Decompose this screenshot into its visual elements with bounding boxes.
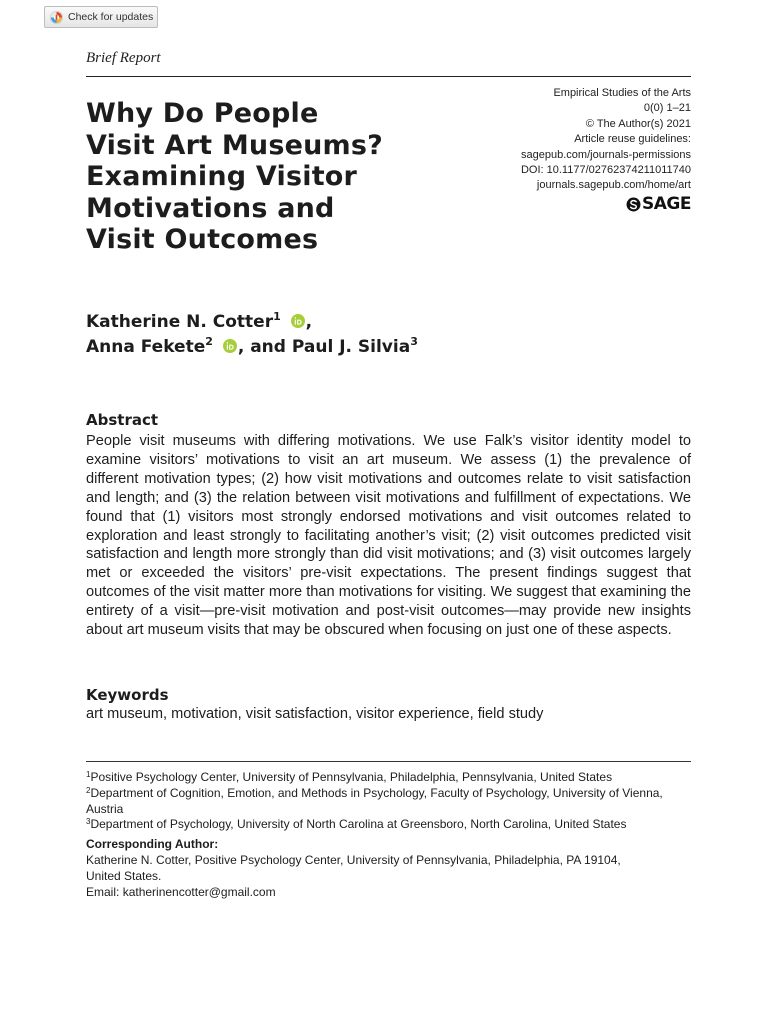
sage-logo-icon [626,193,691,214]
orcid-icon[interactable] [291,314,305,328]
corresponding-author-country: United States. [86,868,162,883]
affiliation-number: 3 [86,817,91,827]
author-name: Paul J. Silvia [291,337,411,357]
affiliation [86,817,691,833]
title-line: Why Do People [86,98,319,129]
affiliation-number: 2 [86,785,91,795]
corresponding-author-label: Corresponding Author: [86,837,219,852]
corresponding-author-address: Katherine N. Cotter, Positive Psychology Center, University of Pennsylvania, Philadelphia, PA 19104, [86,852,621,867]
journal-url[interactable]: journals.sagepub.com/home/art [536,179,691,192]
keywords-text: art museum, motivation, visit satisfaction, visitor experience, field study [86,706,544,722]
affiliation [86,770,691,786]
author-line [86,310,418,335]
abstract-heading: Abstract [86,411,159,429]
header-rule [86,76,691,77]
author-list [86,310,418,360]
journal-name: Empirical Studies of the Arts [553,87,691,99]
keywords-heading: Keywords [86,686,169,704]
author-separator: , and [237,337,292,357]
volume-pages: 0(0) 1–21 [643,102,691,115]
footnote-rule [86,761,691,762]
check-for-updates-label: Check for updates [68,11,154,23]
affiliation-number: 1 [86,770,91,779]
affiliation-marker: 2 [205,335,213,348]
affiliation-text: Positive Psychology Center, University of Pennsylvania, Philadelphia, Pennsylvania, United States [90,770,613,784]
sage-logo-text: SAGE [642,193,691,214]
reuse-url[interactable]: sagepub.com/journals-permissions [521,148,691,161]
doi[interactable]: DOI: 10.1177/02762374211011740 [520,164,691,177]
title-line: Motivations and [86,192,335,224]
affiliation-marker: 1 [273,310,281,323]
reuse-label: Article reuse guidelines: [574,133,691,146]
corresponding-author-email-line [86,885,691,901]
article-title [86,98,446,256]
check-for-updates-button[interactable] [44,6,158,28]
title-line: Examining Visitor [86,161,358,192]
copyright: © The Author(s) 2021 [585,117,691,130]
orcid-icon[interactable] [223,339,237,353]
journal-info [441,86,691,217]
sage-mark-icon [626,197,641,212]
document-type: Brief Report [86,50,161,66]
crossmark-icon [50,11,63,24]
abstract-text: People visit museums with differing motivations. We use Falk’s visitor identity model to examine visitors’ motivations to visit an art museum. We assess (1) the prevalence of different motivation types; (2) how visit motivations and outcomes relate to visit satisfaction and length; and (3) the relation between visit motivations and fulfillment of expectations. We found that (1) visitors most strongly endorsed motivations and visit outcomes related to exploration and least strongly to facilitating another’s visit; (2) visit outcomes predicted visit satisfaction and length more strongly than did visit motivations; and (3) visit outcomes largely met or exceeded the visitors’ pre-visit expectations. The present findings suggest that outcomes of the visit matter more than motivations for visiting. We suggest that examining the entirety of a visit—pre-visit motivation and post-visit outcomes—may provide new insights about art museum visits that may be obscured when focusing on just one of these aspects. [86,433,691,639]
title-line: Visit Outcomes [86,224,319,255]
title-line: Visit Art Museums? [86,129,383,161]
affiliation-text: Department of Psychology, University of North Carolina at Greensboro, North Carolina, United States [90,817,627,832]
email-label: Email: [86,884,123,899]
footnotes [86,770,691,900]
affiliation [86,786,691,818]
email-link[interactable]: katherinencotter@gmail.com [122,884,276,899]
author-separator: , [305,312,313,332]
author-line [86,335,418,360]
affiliation-text: Department of Cognition, Emotion, and Methods in Psychology, Faculty of Psychology, University of Vienna, Austria [86,785,663,816]
affiliation-marker: 3 [410,335,418,348]
author-name: Anna Fekete [86,337,206,357]
author-name: Katherine N. Cotter [86,312,274,332]
